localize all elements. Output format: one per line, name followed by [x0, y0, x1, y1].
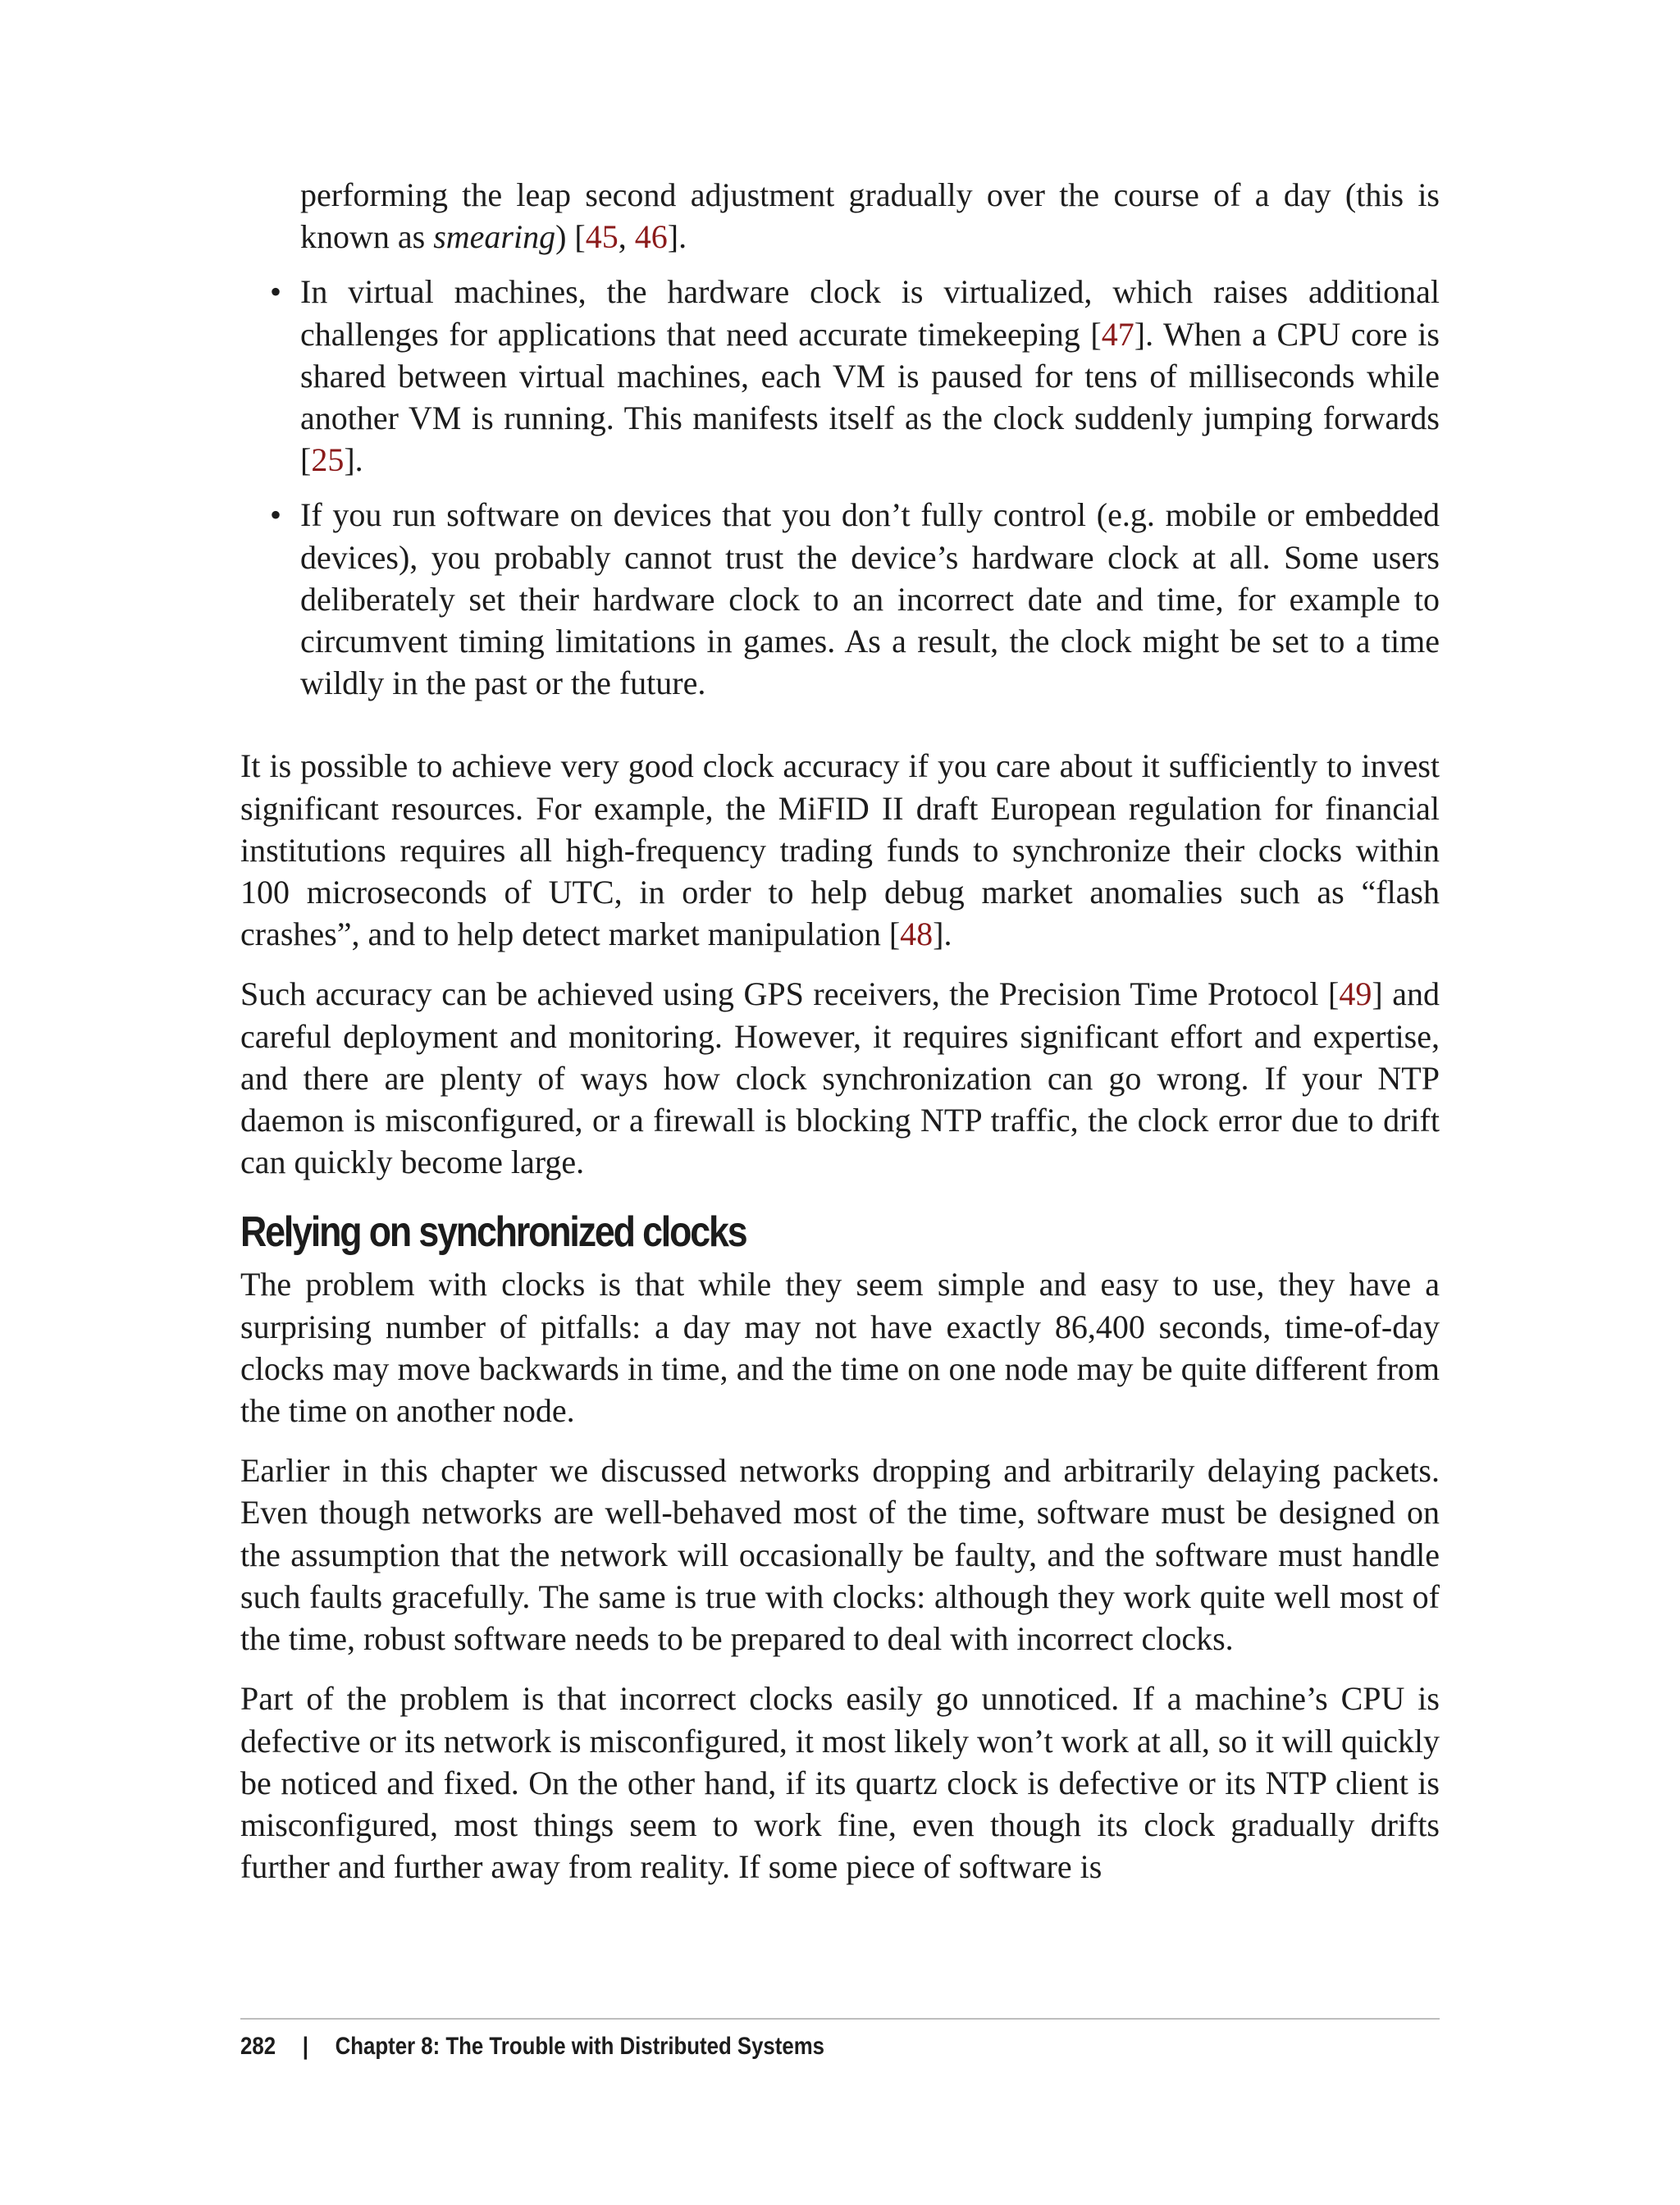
- reference-link-46[interactable]: 46: [634, 218, 668, 256]
- text-run: In virtual machines, the hardware clock is virtualized, which raises additional challenges for applications that need accurate timekeeping [: [300, 273, 1440, 353]
- bullet-icon: •: [270, 273, 282, 311]
- reference-link-45[interactable]: 45: [585, 218, 619, 256]
- bullet-icon: •: [270, 496, 282, 534]
- text-run: Such accuracy can be achieved using GPS receivers, the Precision Time Protocol [: [240, 975, 1340, 1013]
- reference-link-49[interactable]: 49: [1339, 975, 1372, 1013]
- text-run: ]. When a CPU core is shared between virtual machines, each VM is paused for tens of milliseconds while another VM is running. This manifests itself as the clock suddenly jumping forwards [: [300, 315, 1440, 479]
- text-run: ].: [933, 915, 952, 953]
- reference-link-47[interactable]: 47: [1101, 315, 1134, 353]
- bullet-list: [240, 271, 1440, 704]
- page-footer: [240, 2033, 824, 2061]
- reference-link-48[interactable]: 48: [900, 915, 934, 953]
- text-run: ,: [618, 218, 635, 256]
- list-item: [240, 494, 1440, 704]
- list-item: [240, 271, 1440, 481]
- text-run: It is possible to achieve very good clock accuracy if you care about it sufficiently to invest significant resources. For example, the MiFID II draft European regulation for financial institutions requires all high-frequency trading funds to synchronize their clocks within 100 microseconds of UTC, in order to help debug market anomalies such as “flash crashes”, and to help detect market manipulation [: [240, 747, 1440, 953]
- reference-link-25[interactable]: 25: [311, 441, 345, 479]
- chapter-title: Chapter 8: The Trouble with Distributed Systems: [335, 2033, 825, 2060]
- paragraph-networks: Earlier in this chapter we discussed networks dropping and arbitrarily delaying packets. Even though networks are well-behaved most of the time, software must be designed on the assumption that the network will occasionally be faulty, and the software must handle such faults gracefully. The same is true with clocks: although they work quite well most of the time, robust software needs to be prepared to deal with incorrect clocks.: [240, 1452, 1440, 1658]
- emphasis-smearing: smearing: [433, 218, 556, 256]
- paragraph-gps-ptp: [240, 973, 1440, 1183]
- text-run: ] and careful deployment and monitoring. However, it requires significant effort and expertise, and there are plenty of ways how clock synchronization can go wrong. If your NTP daemon is misconfigured, or a firewall is blocking NTP traffic, the clock error due to drift can quickly become large.: [240, 975, 1440, 1181]
- paragraph-clock-accuracy: [240, 745, 1440, 955]
- section-heading: Relying on synchronized clocks: [240, 1208, 746, 1257]
- continued-bullet-text: [300, 174, 1440, 258]
- page-body: [240, 174, 1440, 1906]
- footer-divider: [240, 2018, 1440, 2020]
- text-run: ) [: [555, 218, 586, 256]
- page-number: 282: [240, 2033, 276, 2060]
- text-run: If you run software on devices that you don’t fully control (e.g. mobile or embedded devices), you probably cannot trust the device’s hardware clock at all. Some users deliberately set their hardware clock to an incorrect date and time, for example to circumvent timing limitations in games. As a result, the clock might be set to a time wildly in the past or the future.: [300, 496, 1440, 702]
- text-run: ].: [667, 218, 687, 256]
- footer-separator: |: [302, 2033, 308, 2060]
- text-run: ].: [344, 441, 363, 479]
- paragraph-unnoticed: Part of the problem is that incorrect clocks easily go unnoticed. If a machine’s CPU is defective or its network is misconfigured, it most likely won’t work at all, so it will quickly be noticed and fixed. On the other hand, if its quartz clock is defective or its NTP client is misconfigured, most things seem to work fine, even though its clock gradually drifts further and further away from reality. If some piece of software is: [240, 1680, 1440, 1886]
- text-run: performing the leap second adjustment gradually over the course of a day (this is known as: [300, 176, 1440, 256]
- paragraph-pitfalls: The problem with clocks is that while they seem simple and easy to use, they have a surprising number of pitfalls: a day may not have exactly 86,400 seconds, time-of-day clocks may move backwards in time, and the time on one node may be quite different from the time on another node.: [240, 1266, 1440, 1430]
